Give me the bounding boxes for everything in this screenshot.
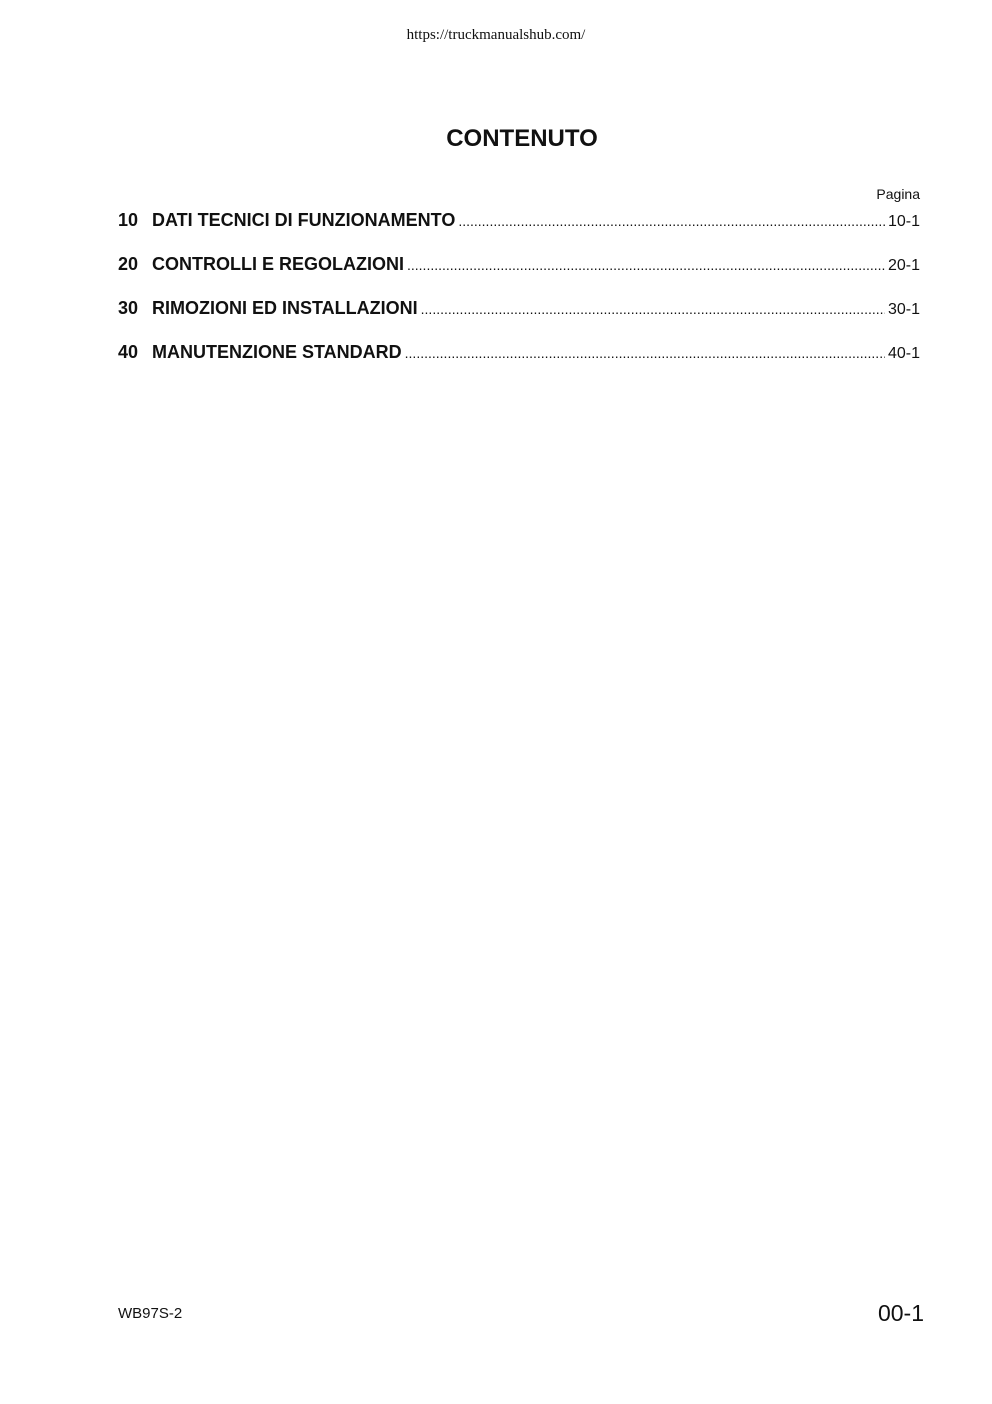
footer-model: WB97S-2 xyxy=(118,1305,183,1322)
toc-entry-title: RIMOZIONI ED INSTALLAZIONI xyxy=(152,298,418,318)
toc-entry-page: 40-1 xyxy=(887,345,920,362)
toc-dot-leader xyxy=(458,207,885,235)
header-url: https://truckmanualshub.com/ xyxy=(406,27,586,43)
toc-entry-number: 20 xyxy=(118,254,139,274)
toc-entry-title: CONTROLLI E REGOLAZIONI xyxy=(152,254,404,274)
page-column-label: Pagina xyxy=(876,186,920,202)
toc-entry-title: DATI TECNICI DI FUNZIONAMENTO xyxy=(152,210,456,230)
toc-entry-number: 40 xyxy=(118,342,139,362)
toc-entry-number: 10 xyxy=(118,210,139,230)
toc-entry-title: MANUTENZIONE STANDARD xyxy=(152,342,402,362)
page-title: CONTENUTO xyxy=(446,125,598,152)
toc-dot-leader xyxy=(421,295,885,323)
toc-entry[interactable] xyxy=(118,250,920,294)
toc-entry[interactable] xyxy=(118,294,920,338)
toc-entry-page: 20-1 xyxy=(887,257,920,274)
toc-entry[interactable] xyxy=(118,338,920,382)
table-of-contents xyxy=(118,206,920,382)
toc-entry-page: 10-1 xyxy=(887,213,920,230)
toc-dot-leader xyxy=(407,251,885,279)
toc-entry-number: 30 xyxy=(118,298,139,318)
toc-dot-leader xyxy=(405,339,885,367)
footer-page-number: 00-1 xyxy=(877,1300,924,1326)
toc-entry-page: 30-1 xyxy=(887,301,920,318)
toc-entry[interactable] xyxy=(118,206,920,250)
